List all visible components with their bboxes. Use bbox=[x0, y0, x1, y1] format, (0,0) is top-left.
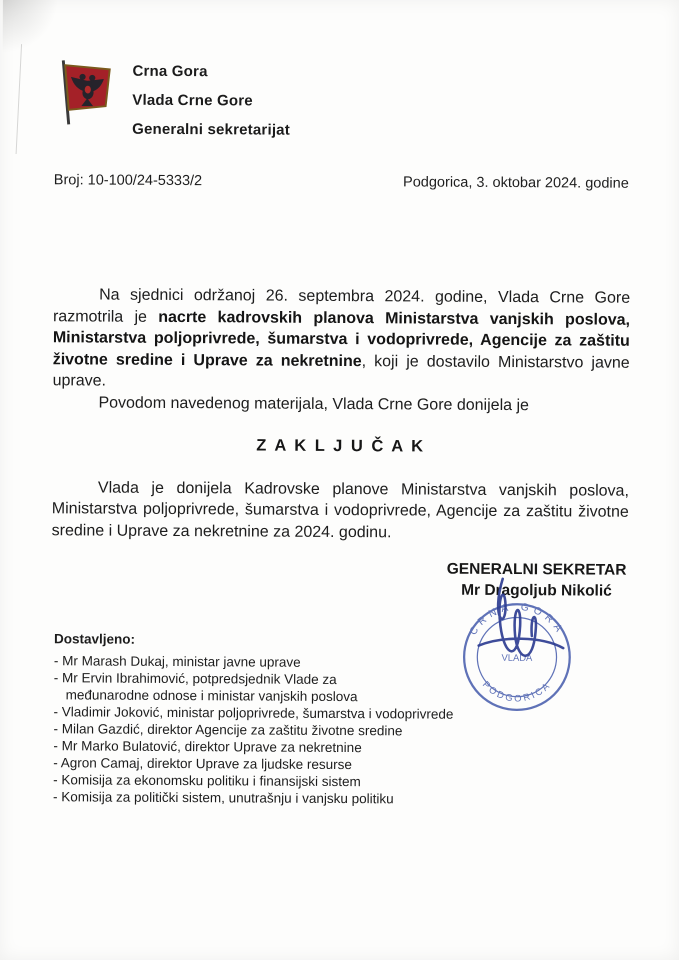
distribution-item: - Agron Camaj, direktor Uprave za ljudske resurse bbox=[53, 755, 352, 773]
distribution-item: - Komisija za politički sistem, unutrašnju i vanjsku politiku bbox=[53, 789, 394, 807]
paragraph-1-bold-text: nacrte kadrovskih planova Ministarstva vanjskih poslova, Ministarstva poljoprivrede, šumarstva i vodoprivrede, Agencije za zaštitu životne sredine i Uprave za nekretnine bbox=[52, 308, 631, 370]
letterhead-country: Crna Gora bbox=[132, 62, 208, 81]
letterhead-text bbox=[132, 59, 290, 151]
document-title: Z A K L J U Č A K bbox=[256, 436, 426, 456]
stamp-center-text: VLADA bbox=[501, 651, 533, 663]
paragraph-3: Vlada je donijela Kadrovske planove Ministarstva vanjskih poslova, Ministarstva poljoprivrede, šumarstva i vodoprivrede, Agencije za zaštitu životne sredine i Uprave za nekretnine za 2024. godinu. bbox=[51, 479, 629, 541]
letterhead bbox=[54, 58, 290, 150]
place-and-date: Podgorica, 3. oktobar 2024. godine bbox=[403, 174, 629, 192]
letterhead-department: Generalni sekretarijat bbox=[132, 120, 291, 139]
letterhead-government: Vlada Crne Gore bbox=[132, 91, 253, 110]
distribution-item: - Milan Gazdić, direktor Agencije za zaštitu životne sredine bbox=[53, 721, 403, 739]
distribution-item: - Mr Marash Dukaj, ministar javne uprave bbox=[53, 653, 301, 670]
distribution-item: - Vladimir Joković, ministar poljoprivrede, šumarstva i vodoprivrede bbox=[53, 704, 454, 722]
document-number: Broj: 10-100/24-5333/2 bbox=[53, 172, 203, 190]
meta-row bbox=[54, 172, 629, 192]
paragraph-1-text: Na sjednici održanoj 26. septembra 2024. godine, Vlada Crne Gore razmotrila je bbox=[52, 286, 631, 326]
distribution-item-continuation: međunarodne odnose i ministar vanjskih poslova bbox=[65, 687, 358, 705]
distribution-title: Dostavljeno: bbox=[53, 631, 136, 647]
stamp-arc-top-text: CRNA GORA bbox=[467, 601, 567, 638]
signer-title: GENERALNI SEKRETAR bbox=[446, 560, 627, 579]
paragraph-1 bbox=[53, 284, 631, 395]
coat-of-arms-icon bbox=[54, 58, 117, 149]
distribution-item: - Komisija za ekonomsku politiku i finansijski sistem bbox=[53, 772, 361, 790]
stamp-arc-bottom-text: PODGORICA bbox=[480, 678, 553, 704]
paragraph-2: Povodom navedenog materijala, Vlada Crne Gore donijela je bbox=[98, 394, 529, 414]
scan-corner-shadow bbox=[3, 0, 63, 58]
scan-edge-artifact bbox=[16, 44, 22, 154]
handwritten-signature bbox=[461, 571, 580, 690]
paragraph-1-text-end: , koji je dostavilo Ministarstvo javne uprave. bbox=[52, 352, 630, 390]
distribution-item: - Mr Ervin Ibrahimović, potpredsjednik Vlade za bbox=[53, 670, 337, 687]
signer-name: Mr Dragoljub Nikolić bbox=[461, 581, 612, 600]
distribution-list bbox=[53, 630, 454, 807]
document-body bbox=[52, 284, 631, 545]
distribution-item: - Mr Marko Bulatović, direktor Uprave za nekretnine bbox=[53, 738, 362, 756]
